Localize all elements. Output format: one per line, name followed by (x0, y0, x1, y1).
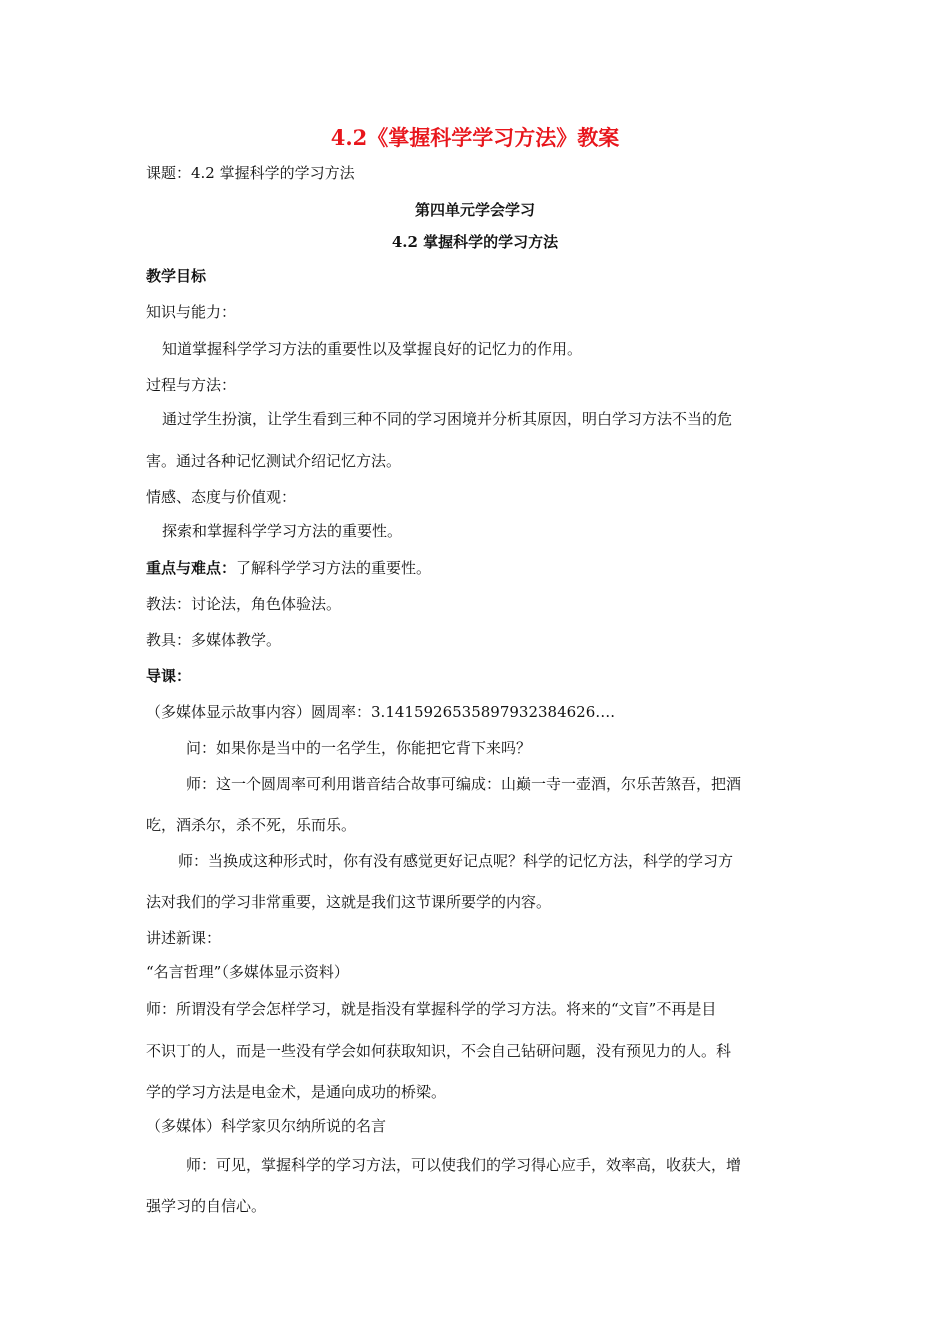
intro-heading: 导课： (146, 667, 192, 685)
media-quote-line: （多媒体）科学家贝尔纳所说的名言 (146, 1117, 387, 1135)
knowledge-label: 知识与能力： (146, 303, 237, 321)
knowledge-text: 知道掌握科学学习方法的重要性以及掌握良好的记忆力的作用。 (162, 340, 583, 358)
process-text-line-2: 害。通过各种记忆测试介绍记忆方法。 (146, 452, 402, 470)
quote-heading: “名言哲理”（多媒体显示资料） (146, 963, 349, 981)
intro-line-1: （多媒体显示故事内容）圆周率：3.1415926535897932384626…. (146, 703, 616, 721)
teacher-line-1a: 师：所谓没有学会怎样学习，就是指没有掌握科学的学习方法。将来的“文盲”不再是目 (146, 1000, 717, 1018)
objectives-heading: 教学目标 (146, 267, 207, 285)
intro-line-3a: 师：这一个圆周率可利用谐音结合故事可编成：山巅一寺一壶酒，尔乐苦煞吾，把酒 (186, 775, 742, 793)
key-points-text: 了解科学学习方法的重要性。 (236, 559, 432, 577)
teaching-method: 教法：讨论法，角色体验法。 (146, 595, 342, 613)
key-points-label: 重点与难点： (146, 559, 237, 577)
teacher-line-2b: 强学习的自信心。 (146, 1197, 267, 1215)
subject-line: 课题：4.2 掌握科学的学习方法 (146, 164, 355, 182)
document-title: 4.2《掌握科学学习方法》教案 (330, 125, 620, 150)
intro-line-2: 问：如果你是当中的一名学生，你能把它背下来吗？ (186, 739, 532, 757)
unit-heading: 第四单元学会学习 (414, 201, 535, 219)
new-lesson-label: 讲述新课： (146, 929, 222, 947)
teacher-line-1c: 学的学习方法是电金术，是通向成功的桥梁。 (146, 1083, 447, 1101)
teacher-line-2a: 师：可见，掌握科学的学习方法，可以使我们的学习得心应手，效率高，收获大，增 (186, 1156, 742, 1174)
process-label: 过程与方法： (146, 376, 237, 394)
intro-line-4b: 法对我们的学习非常重要，这就是我们这节课所要学的内容。 (146, 893, 552, 911)
emotion-text: 探索和掌握科学学习方法的重要性。 (162, 522, 403, 540)
teaching-tools: 教具：多媒体教学。 (146, 631, 282, 649)
teacher-line-1b: 不识丁的人，而是一些没有学会如何获取知识，不会自己钻研问题，没有预见力的人。科 (146, 1042, 732, 1060)
lesson-heading: 4.2 掌握科学的学习方法 (391, 233, 559, 251)
key-points-line (146, 558, 431, 578)
process-text-line-1: 通过学生扮演，让学生看到三种不同的学习困境并分析其原因，明白学习方法不当的危 (162, 410, 733, 428)
intro-line-3b: 吃，酒杀尔，杀不死，乐而乐。 (146, 816, 357, 834)
emotion-label: 情感、态度与价值观： (146, 488, 297, 506)
intro-line-4a: 师：当换成这种形式时，你有没有感觉更好记点呢？科学的记忆方法，科学的学习方 (178, 852, 734, 870)
